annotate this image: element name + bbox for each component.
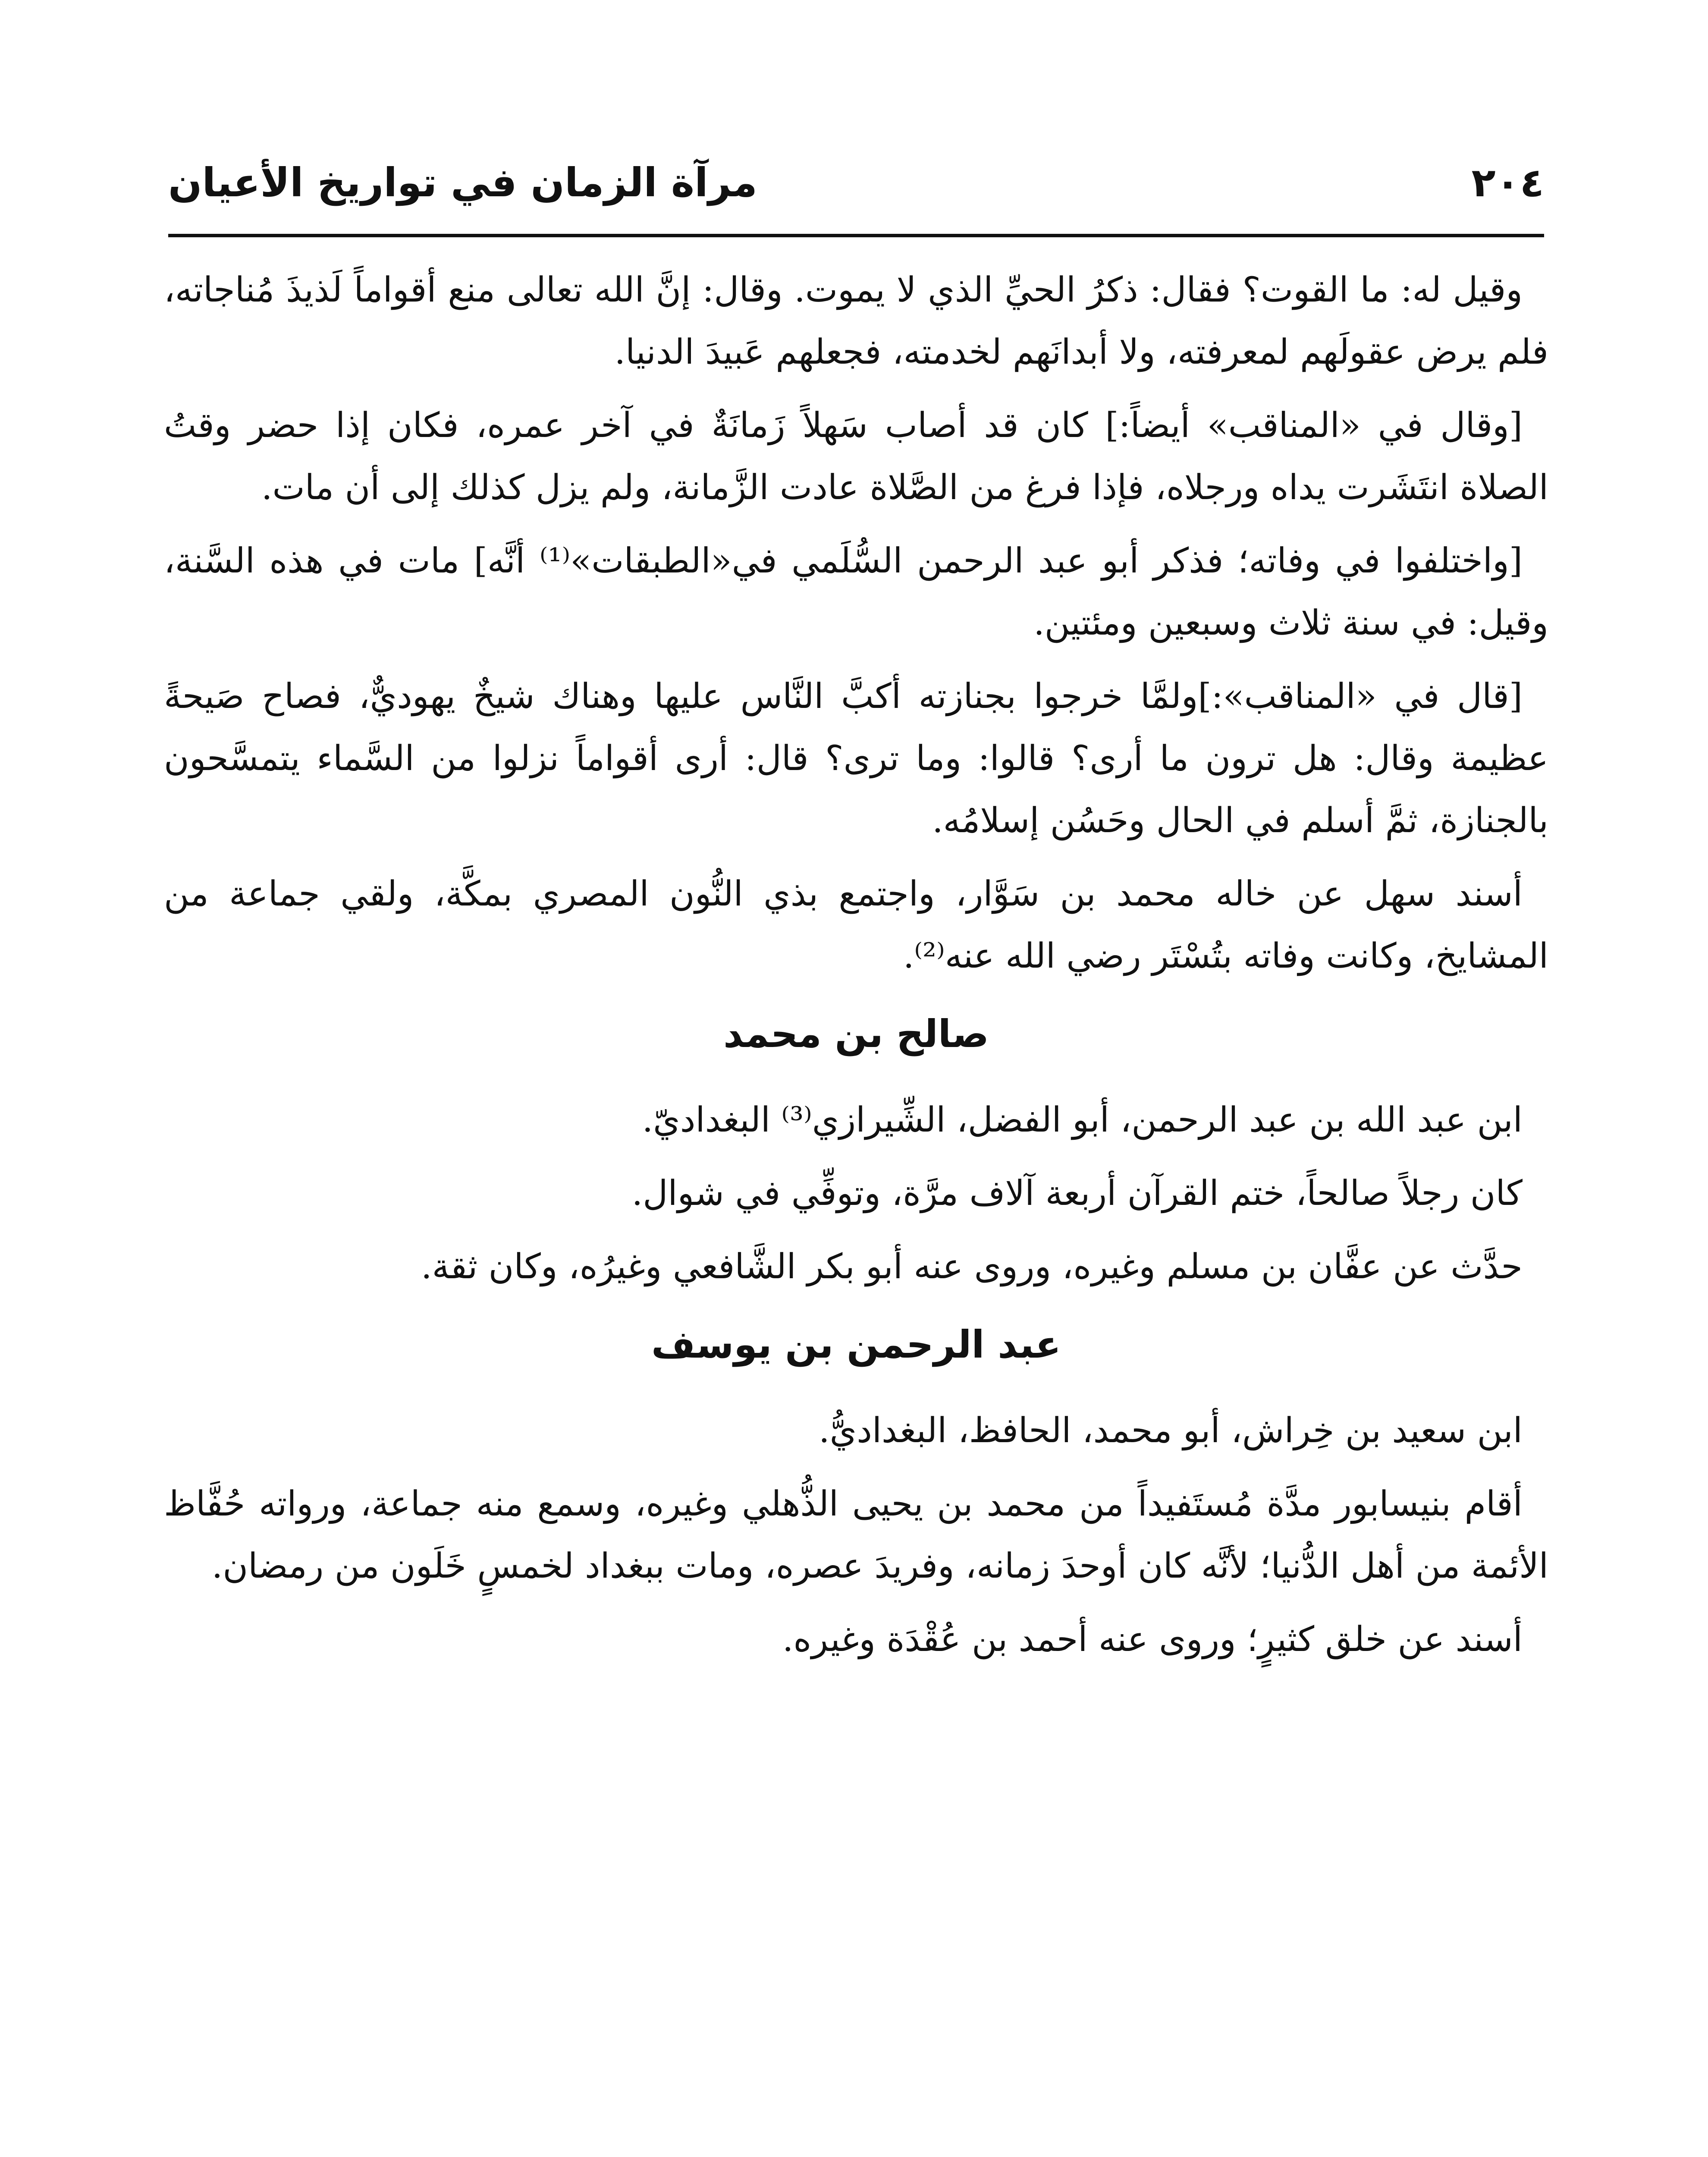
running-title: مرآة الزمان في تواريخ الأعيان [168, 160, 757, 206]
paragraph: ابن سعيد بن خِراش، أبو محمد، الحافظ، البغداديُّ. [819, 1410, 1523, 1450]
paragraph: أقام بنيسابور مدَّة مُستَفيداً من محمد بن يحيى الذُّهلي وغيره، وسمع منه جماعة، ورواته حُفَّاظ الأئمة من أهل الدُّنيا؛ لأنَّه كان أوحدَ زمانه، وفريدَ عصره، ومات ببغداد لخمسٍ خَلَون من رمضان. [164, 1484, 1548, 1586]
page-body [164, 259, 1548, 1682]
paragraph: وقيل له: ما القوت؟ فقال: ذكرُ الحيِّ الذي لا يموت. وقال: إنَّ الله تعالى منع أقواماً لَذيذَ مُناجاته، فلم يرض عقولَهم لمعرفته، ولا أبدانَهم لخدمته، فجعلهم عَبيدَ الدنيا. [164, 270, 1548, 372]
section-heading: عبد الرحمن بن يوسف [651, 1322, 1061, 1367]
paragraph: حدَّث عن عفَّان بن مسلم وغيره، وروى عنه أبو بكر الشَّافعي وغيرُه، وكان ثقة. [421, 1246, 1523, 1286]
paragraph: ابن عبد الله بن عبد الرحمن، أبو الفضل، الشِّيرازي⁽³⁾ البغداديّ. [642, 1100, 1523, 1140]
page-number: ٢٠٤ [1471, 160, 1544, 206]
paragraph: [واختلفوا في وفاته؛ فذكر أبو عبد الرحمن السُّلَمي في«الطبقات»⁽¹⁾ أنَّه] مات في هذه السَّنة، وقيل: في سنة ثلاث وسبعين ومئتين. [164, 541, 1548, 643]
paragraph: [وقال في «المناقب» أيضاً:] كان قد أصاب سَهلاً زَمانَةٌ في آخر عمره، فكان إذا حضر وقتُ الصلاة انتَشَرت يداه ورجلاه، فإذا فرغ من الصَّلاة عادت الزَّمانة، ولم يزل كذلك إلى أن مات. [164, 405, 1548, 507]
header-rule [168, 234, 1544, 237]
page-header [168, 160, 1544, 224]
paragraph: أسند عن خلق كثيرٍ؛ وروى عنه أحمد بن عُقْدَة وغيره. [782, 1619, 1523, 1659]
section-heading: صالح بن محمد [723, 1012, 989, 1056]
paragraph: أسند سهل عن خاله محمد بن سَوَّار، واجتمع بذي النُّون المصري بمكَّة، ولقي جماعة من المشايخ، وكانت وفاته بتُسْتَر رضي الله عنه⁽²⁾. [164, 874, 1548, 976]
paragraph: [قال في «المناقب»:]ولمَّا خرجوا بجنازته أكبَّ النَّاس عليها وهناك شيخٌ يهوديٌّ، فصاح صَيحةً عظيمة وقال: هل ترون ما أرى؟ قالوا: وما ترى؟ قال: أرى أقواماً نزلوا من السَّماء يتمسَّحون بالجنازة، ثمَّ أسلم في الحال وحَسُن إسلامُه. [164, 676, 1548, 840]
paragraph: كان رجلاً صالحاً، ختم القرآن أربعة آلاف مرَّة، وتوفِّي في شوال. [631, 1173, 1523, 1213]
